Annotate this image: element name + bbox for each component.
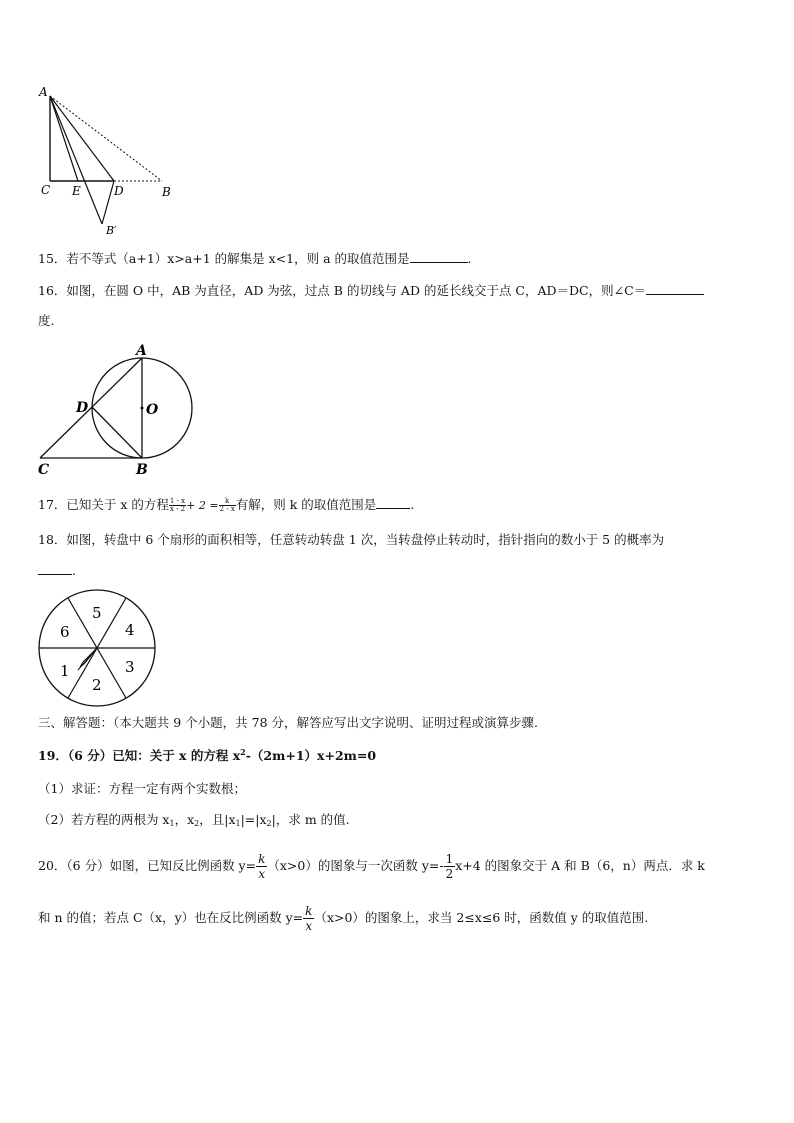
question-18 [38, 531, 664, 549]
spinner-number: 2 [92, 676, 102, 694]
label-E: E [72, 184, 81, 198]
q16-text: 16．如图，在圆 O 中，AB 为直径，AD 为弦，过点 B 的切线与 AD 的延长线交于点 C，AD＝DC，则∠C＝ [38, 283, 647, 298]
spinner-figure [36, 588, 160, 712]
q18-blank[interactable] [38, 562, 72, 575]
triangle-figure [36, 84, 186, 236]
q15-text: 15．若不等式（a+1）x>a+1 的解集是 x<1，则 a 的取值范围是 [38, 251, 410, 266]
q17-mid: + 2 = [186, 499, 219, 512]
q18-tail: . [72, 563, 76, 578]
question-19-part-2: （2）若方程的两根为 $x_1$，$x_2$，且$|x_1|=|x_2|$，求 m 的值. [38, 812, 350, 828]
circle-figure [36, 340, 206, 480]
q17-blank[interactable] [376, 496, 410, 509]
q18-text: 18．如图，转盘中 6 个扇形的面积相等，任意转动转盘 1 次，当转盘停止转动时，指针指向的数小于 5 的概率为 [38, 532, 665, 547]
fraction-one-half: $\frac{1}{2}$ [445, 852, 454, 881]
question-20-line-2: 和 n 的值；若点 C（x，y）也在反比例函数 y= $\frac{k}{x}$ （x>0）的图象上，求当 2≤x≤6 时，函数值 y 的取值范围. [38, 904, 649, 933]
spinner-number: 4 [125, 621, 135, 639]
question-19: 19．（6 分）已知：关于 x 的方程 $x^2-(2m+1)x+2m=0$ [38, 747, 377, 763]
fraction-k-over-x: $\frac{k}{x}$ [258, 852, 266, 881]
section-3-heading: 三、解答题：（本大题共 9 个小题，共 78 分，解答应写出文字说明、证明过程或演算步骤. [38, 715, 538, 730]
question-16 [38, 282, 704, 300]
q15-tail: . [467, 251, 472, 266]
question-17 [38, 496, 414, 515]
label-A: A [39, 85, 48, 99]
question-15 [38, 250, 472, 268]
label-B: B [162, 185, 171, 199]
spinner-number: 6 [60, 623, 70, 641]
q17-pre: 17．已知关于 x 的方程 [38, 497, 169, 512]
question-16-cont [38, 312, 54, 330]
question-19-part-1: （1）求证：方程一定有两个实数根； [38, 781, 246, 796]
spinner-number: 1 [60, 662, 70, 680]
q16-tail: 度. [38, 313, 55, 328]
question-20-line-1: 20．（6 分）如图，已知反比例函数 y= $\frac{k}{x}$ （x>0）的图象与一次函数 y=- $\frac{1}{2}$ x+4 的图象交于 A 和 B（6，n）两点．求 k [38, 852, 705, 881]
label-C: C [38, 462, 50, 478]
q17-fraction-1: $\frac{1 - x}{x - 2}$ [169, 497, 186, 513]
spinner-number: 3 [125, 658, 135, 676]
q17-fraction-2: $\frac{k}{2 - x}$ [219, 497, 235, 513]
fraction-k-over-x: $\frac{k}{x}$ [305, 904, 313, 933]
q15-blank[interactable] [410, 250, 468, 263]
q17-post: 有解，则 k 的取值范围是 [235, 497, 377, 512]
label-B: B [136, 462, 148, 478]
label-O: O [146, 402, 159, 418]
label-D: D [114, 184, 124, 198]
q16-blank[interactable] [646, 282, 704, 295]
label-A: A [136, 343, 147, 359]
question-18-cont [38, 562, 76, 580]
pointer-icon[interactable] [78, 648, 97, 670]
label-D: D [76, 400, 89, 416]
label-B-prime: B′ [106, 224, 117, 236]
q17-tail: . [410, 497, 415, 512]
label-C: C [41, 183, 51, 197]
spinner-number: 5 [92, 604, 102, 622]
